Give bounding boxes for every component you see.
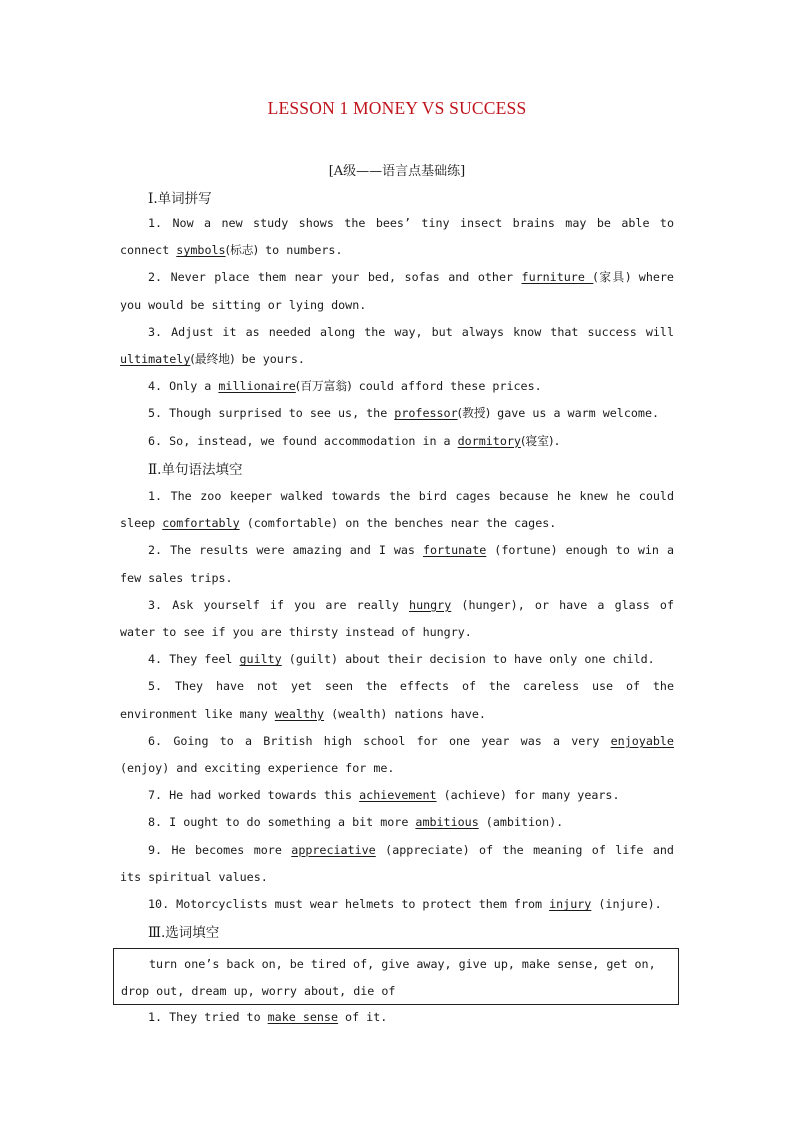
answer-blank: injury (549, 897, 592, 912)
item-text: They have not yet seen the effects of the careless use of the environment like many (120, 679, 674, 721)
item-text: Ask yourself if you are really (172, 597, 410, 612)
item-hint: (fortune) (494, 543, 558, 558)
answer-blank: ambitious (415, 815, 479, 830)
item-number: 2. (148, 270, 171, 285)
word-bank-box: turn one’s back on, be tired of, give away, give up, make sense, get on, drop out, dream up, worry about, die of (113, 948, 679, 1005)
item-text: . (654, 897, 662, 912)
item-number: 7. (148, 788, 170, 803)
item-hint: (guilt) (288, 652, 339, 667)
item-hint: (家具) (593, 270, 631, 285)
item-text: They feel (169, 652, 240, 667)
item-text: about their decision to have only one child. (338, 652, 655, 667)
exercise-item (120, 891, 674, 918)
answer-blank: ultimately (120, 352, 191, 367)
item-text: Now a new study shows the bees’ tiny insect brains may be able to connect (120, 216, 674, 258)
answer-blank: symbols (176, 243, 226, 258)
item-number: 4. (148, 652, 170, 667)
exercise-item (120, 673, 674, 727)
exercise-item (120, 537, 674, 591)
item-text: , or have a glass of water to see if you are thirsty instead of hungry. (120, 597, 674, 640)
item-text: . (556, 815, 564, 830)
item-number: 9. (148, 842, 172, 857)
item-text: Motorcyclists must wear helmets to protect them from (176, 897, 550, 912)
item-text: of it. (338, 1010, 388, 1024)
item-text: could afford these prices. (351, 379, 542, 394)
exercise-item (120, 809, 674, 836)
level-subtitle: [A级——语言点基础练] (328, 164, 466, 179)
answer-blank: wealthy (274, 706, 325, 721)
item-text: gave us a warm welcome. (490, 406, 660, 421)
item-number: 2. (148, 543, 171, 558)
answer-blank: dormitory (457, 433, 521, 448)
exercise-item (120, 483, 674, 537)
item-number: 5. (148, 679, 175, 694)
item-number: 1. (148, 216, 173, 230)
item-text: where you would be sitting or lying down. (120, 270, 674, 312)
lesson-title: LESSON 1 MONEY VS SUCCESS (267, 98, 527, 118)
exercise-item (120, 373, 674, 400)
exercise-item (120, 646, 674, 673)
answer-blank: enjoyable (610, 733, 674, 748)
item-text: nations have. (387, 706, 486, 721)
answer-blank: guilty (239, 652, 282, 667)
item-text: The results were amazing and I was (170, 543, 423, 558)
item-hint: (标志) (225, 243, 259, 258)
item-text: Though surprised to see us, the (169, 406, 395, 421)
answer-blank: make sense (267, 1010, 339, 1024)
answer-blank: appreciative (291, 842, 376, 857)
answer-blank: comfortably (162, 516, 240, 531)
item-text: for many years. (506, 788, 620, 803)
exercise-item (120, 210, 674, 264)
item-hint: (injure) (598, 897, 655, 912)
item-text: and exciting experience for me. (169, 761, 395, 776)
item-number: 1. (148, 1010, 170, 1024)
section-heading-grammar: Ⅱ.单句语法填空 (148, 462, 243, 478)
word-choice-items (120, 1004, 674, 1031)
item-text: Adjust it as needed along the way, but always know that success will (171, 324, 674, 339)
item-text: be yours. (234, 352, 305, 367)
item-text: Going to a British high school for one year was a very (173, 733, 611, 748)
exercise-item (120, 592, 674, 646)
item-number: 1. (148, 489, 171, 503)
item-hint: (ambition) (485, 815, 557, 830)
answer-blank: furniture (521, 270, 594, 285)
item-text: So, instead, we found accommodation in a (169, 433, 458, 448)
exercise-item (120, 264, 674, 318)
exercise-item (120, 428, 674, 455)
item-text: He becomes more (171, 842, 292, 857)
item-text: Only a (169, 379, 219, 394)
exercise-item (120, 319, 674, 373)
item-hint: (wealth) (331, 706, 388, 721)
item-text: to numbers. (258, 243, 343, 258)
item-text: enough to win a few sales trips. (120, 543, 674, 585)
exercise-item (120, 837, 674, 891)
item-hint: (寝室) (520, 433, 554, 448)
item-number: 4. (148, 379, 170, 394)
item-text: on the benches near the cages. (338, 516, 557, 531)
answer-blank: professor (394, 406, 458, 421)
item-number: 5. (148, 406, 170, 421)
item-hint: (appreciate) (385, 842, 470, 857)
item-text: The zoo keeper walked towards the bird cages because he knew he could sleep (120, 489, 674, 531)
item-number: 10. (148, 897, 177, 912)
exercise-item (120, 728, 674, 782)
item-hint: (achieve) (443, 788, 507, 803)
section-heading-word-choice: Ⅲ.选词填空 (148, 925, 220, 941)
item-number: 3. (148, 597, 173, 612)
item-text: Never place them near your bed, sofas and other (170, 270, 522, 285)
exercise-item (120, 1004, 674, 1031)
item-text: He had worked towards this (169, 788, 360, 803)
item-hint: (百万富翁) (295, 379, 352, 394)
exercise-item (120, 400, 674, 427)
item-number: 3. (148, 324, 172, 339)
item-hint: (enjoy) (120, 761, 170, 776)
item-text: They tried to (169, 1010, 268, 1024)
spelling-items (120, 210, 674, 455)
item-number: 6. (148, 433, 170, 448)
item-number: 6. (148, 733, 174, 748)
grammar-items (120, 483, 674, 918)
item-text: . (553, 433, 561, 448)
answer-blank: achievement (359, 788, 437, 803)
answer-blank: millionaire (218, 379, 296, 394)
exercise-item (120, 782, 674, 809)
section-heading-spelling: Ⅰ.单词拼写 (148, 191, 212, 207)
item-hint: (comfortable) (246, 516, 339, 531)
item-text: of the meaning of life and its spiritual values. (120, 842, 674, 884)
item-hint: (hunger) (461, 597, 518, 612)
item-hint: (教授) (457, 406, 491, 421)
answer-blank: hungry (409, 597, 452, 612)
answer-blank: fortunate (422, 543, 487, 558)
item-number: 8. (148, 815, 170, 830)
item-hint: (最终地) (190, 352, 235, 367)
item-text: I ought to do something a bit more (169, 815, 416, 830)
